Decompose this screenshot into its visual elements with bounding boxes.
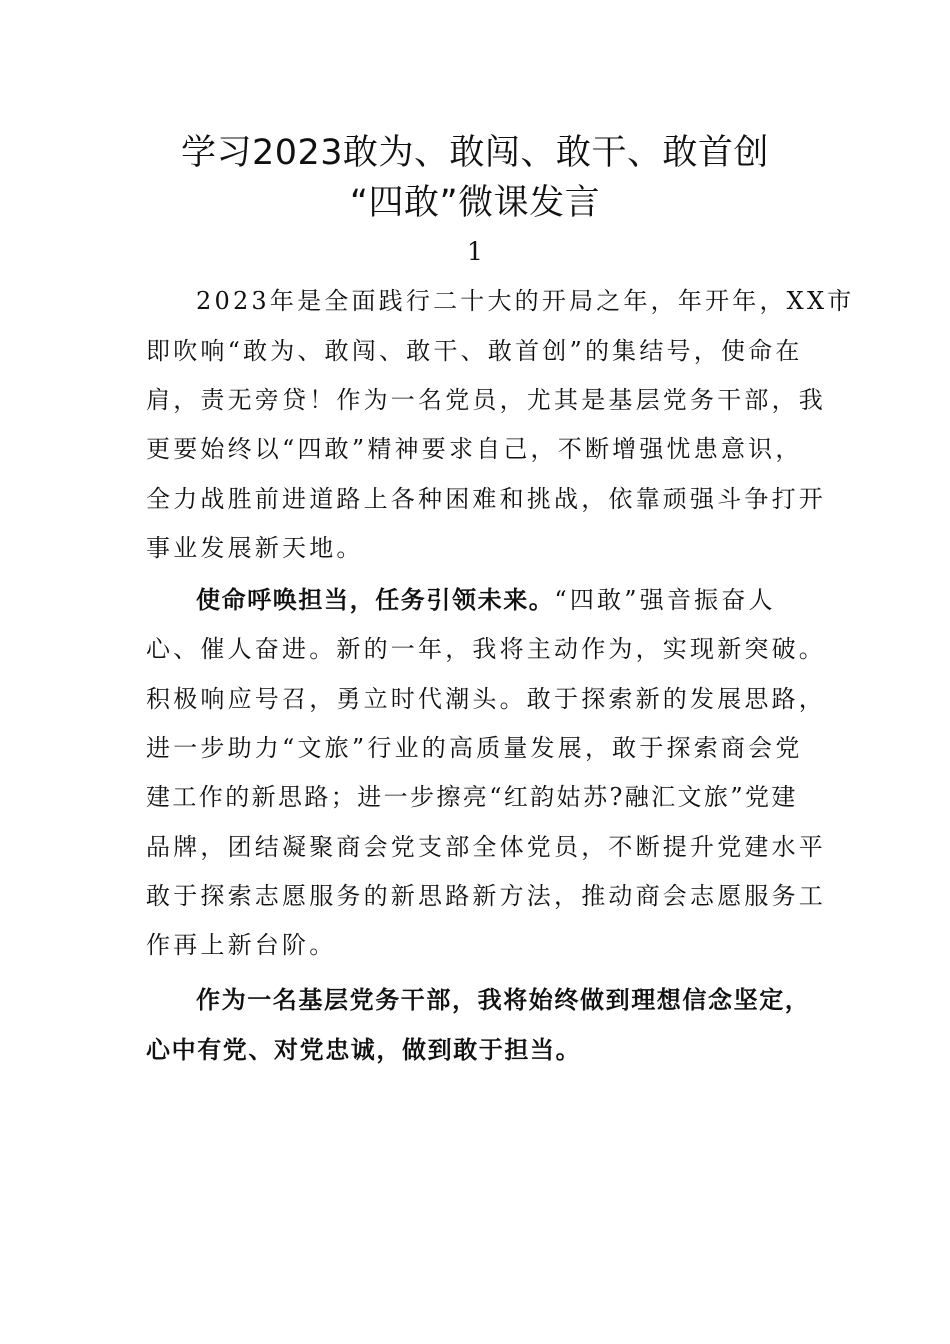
- paragraph-1-line-1: 2023年是全面践行二十大的开局之年，年开年，XX市: [196, 287, 855, 315]
- paragraph-2-line-7: 敢于探索志愿服务的新思路新方法，推动商会志愿服务工: [146, 882, 826, 910]
- paragraph-3-line-2: 心中有党、对党忠诚，做到敢于担当。: [146, 1036, 582, 1064]
- paragraph-1-line-5: 全力战胜前进道路上各种困难和挑战，依靠顽强斗争打开: [146, 485, 826, 513]
- paragraph-1-line-2: 即吹响“敢为、敢闯、敢干、敢首创”的集结号，使命在: [146, 337, 803, 365]
- paragraph-2-line-5: 建工作的新思路；进一步擦亮“红韵姑苏?融汇文旅”党建: [146, 783, 798, 811]
- paragraph-2-line-1: [196, 581, 776, 619]
- paragraph-1-line-6: 事业发展新天地。: [146, 534, 364, 562]
- paragraph-1-line-3: 肩，责无旁贷！作为一名党员，尤其是基层党务干部，我: [146, 386, 826, 414]
- paragraph-2-line-3: 积极响应号召，勇立时代潮头。敢于探索新的发展思路，: [146, 685, 826, 713]
- paragraph-2-bold-lead: 使命呼唤担当，任务引领未来。: [196, 586, 555, 614]
- paragraph-2-line-4: 进一步助力“文旅”行业的高质量发展，敢于探索商会党: [146, 734, 803, 762]
- paragraph-2-line-2: 心、催人奋进。新的一年，我将主动作为，实现新突破。: [146, 635, 826, 663]
- paragraph-2-line-1-rest: “四敢”强音振奋人: [554, 586, 776, 614]
- document-title-line-1: 学习2023敢为、敢闯、敢干、敢首创: [180, 133, 770, 173]
- paragraph-3-line-1: 作为一名基层党务干部，我将始终做到理想信念坚定，: [196, 986, 811, 1014]
- paragraph-1-line-4: 更要始终以“四敢”精神要求自己，不断增强忧患意识，: [146, 435, 803, 463]
- paragraph-2-line-6: 品牌，团结凝聚商会党支部全体党员，不断提升党建水平: [146, 833, 826, 861]
- document-title-line-2: “四敢”微课发言: [349, 183, 601, 223]
- section-number: 1: [467, 237, 483, 266]
- paragraph-2-line-8: 作再上新台阶。: [146, 931, 337, 959]
